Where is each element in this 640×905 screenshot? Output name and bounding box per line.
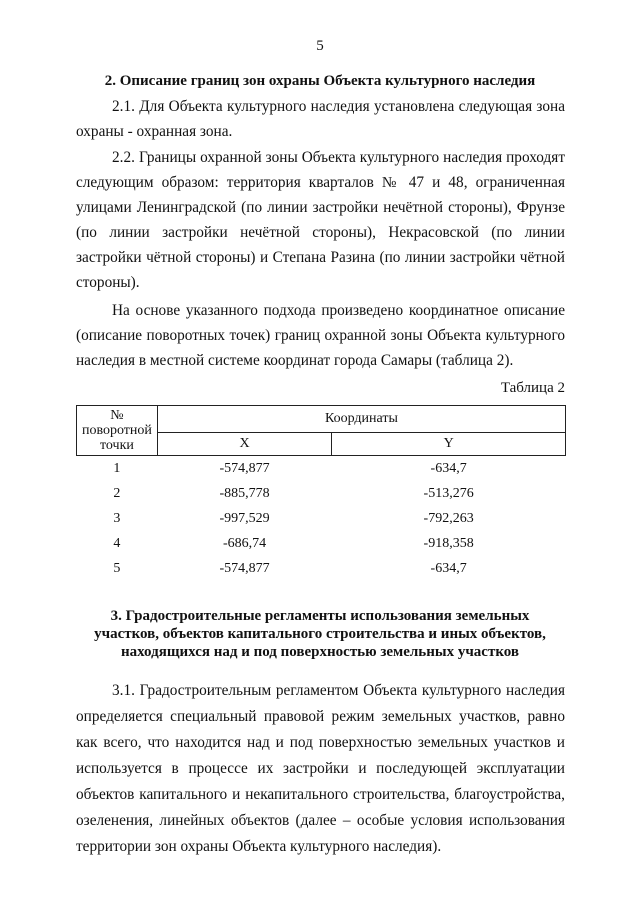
section-3-title [60, 607, 580, 661]
coord-x: -574,877 [219, 560, 270, 576]
section-3-title-line-3: находящихся над и под поверхностью земельных участков [120, 644, 519, 660]
coord-y: -918,358 [423, 535, 474, 551]
table-row [77, 481, 566, 506]
table-row [77, 531, 566, 556]
coord-x: -574,877 [219, 460, 270, 476]
section-2-title: 2. Описание границ зон охраны Объекта культурного наследия [104, 73, 536, 89]
paragraph-3-1: 3.1. Градостроительным регламентом Объекта культурного наследия определяется специальный правовой режим земельных участков, равно как всего, что находится над и под поверхностью земельных участков и используется в процессе их застройки и последующей эксплуатации объектов капитального и некапитального строительства, благоустройства, озеленения, линейных объектов (далее – особые условия использования территории зон охраны Объекта культурного наследия). [76, 682, 565, 855]
table-row [77, 506, 566, 531]
coord-x: -686,74 [222, 535, 267, 551]
point-number: 1 [113, 460, 121, 476]
paragraph-2-2: 2.2. Границы охранной зоны Объекта культурного наследия проходят следующим образом: территория кварталов № 47 и 48, ограниченная улицами Ленинградской (по линии застройки нечётной стороны), Фрунзе (по линии застройки нечётной стороны), Некрасовской (по линии застройки чётной стороны) и Степана Разина (по линии застройки чётной стороны). [76, 149, 565, 291]
coord-y: -513,276 [423, 485, 474, 501]
table-row [77, 456, 566, 482]
point-number: 5 [113, 560, 121, 576]
section-3-title-line-1: 3. Градостроительные регламенты использования земельных [110, 608, 530, 624]
header-x: X [157, 433, 331, 456]
coord-x: -885,778 [219, 485, 270, 501]
point-number: 4 [113, 535, 121, 551]
table-row [77, 556, 566, 581]
point-number: 2 [113, 485, 121, 501]
point-number: 3 [113, 510, 121, 526]
coord-y: -792,263 [423, 510, 474, 526]
coordinates-table [76, 405, 566, 581]
section-3-title-line-2: участков, объектов капитального строительства и иных объектов, [94, 626, 546, 642]
paragraph-2-1: 2.1. Для Объекта культурного наследия установлена следующая зона охраны - охранная зона. [76, 98, 565, 140]
paragraph-coordinates-intro: На основе указанного подхода произведено координатное описание (описание поворотных точек) границ охранной зоны Объекта культурного наследия в местной системе координат города Самары (таблица 2). [76, 302, 565, 369]
coord-x: -997,529 [219, 510, 270, 526]
header-y: Y [332, 433, 566, 456]
coord-y: -634,7 [430, 560, 467, 576]
page-number: 5 [316, 38, 324, 54]
header-coordinates: Координаты [157, 406, 565, 433]
table-caption: Таблица 2 [500, 380, 565, 396]
header-point-number: № поворотной точки [77, 406, 158, 456]
coord-y: -634,7 [430, 460, 467, 476]
